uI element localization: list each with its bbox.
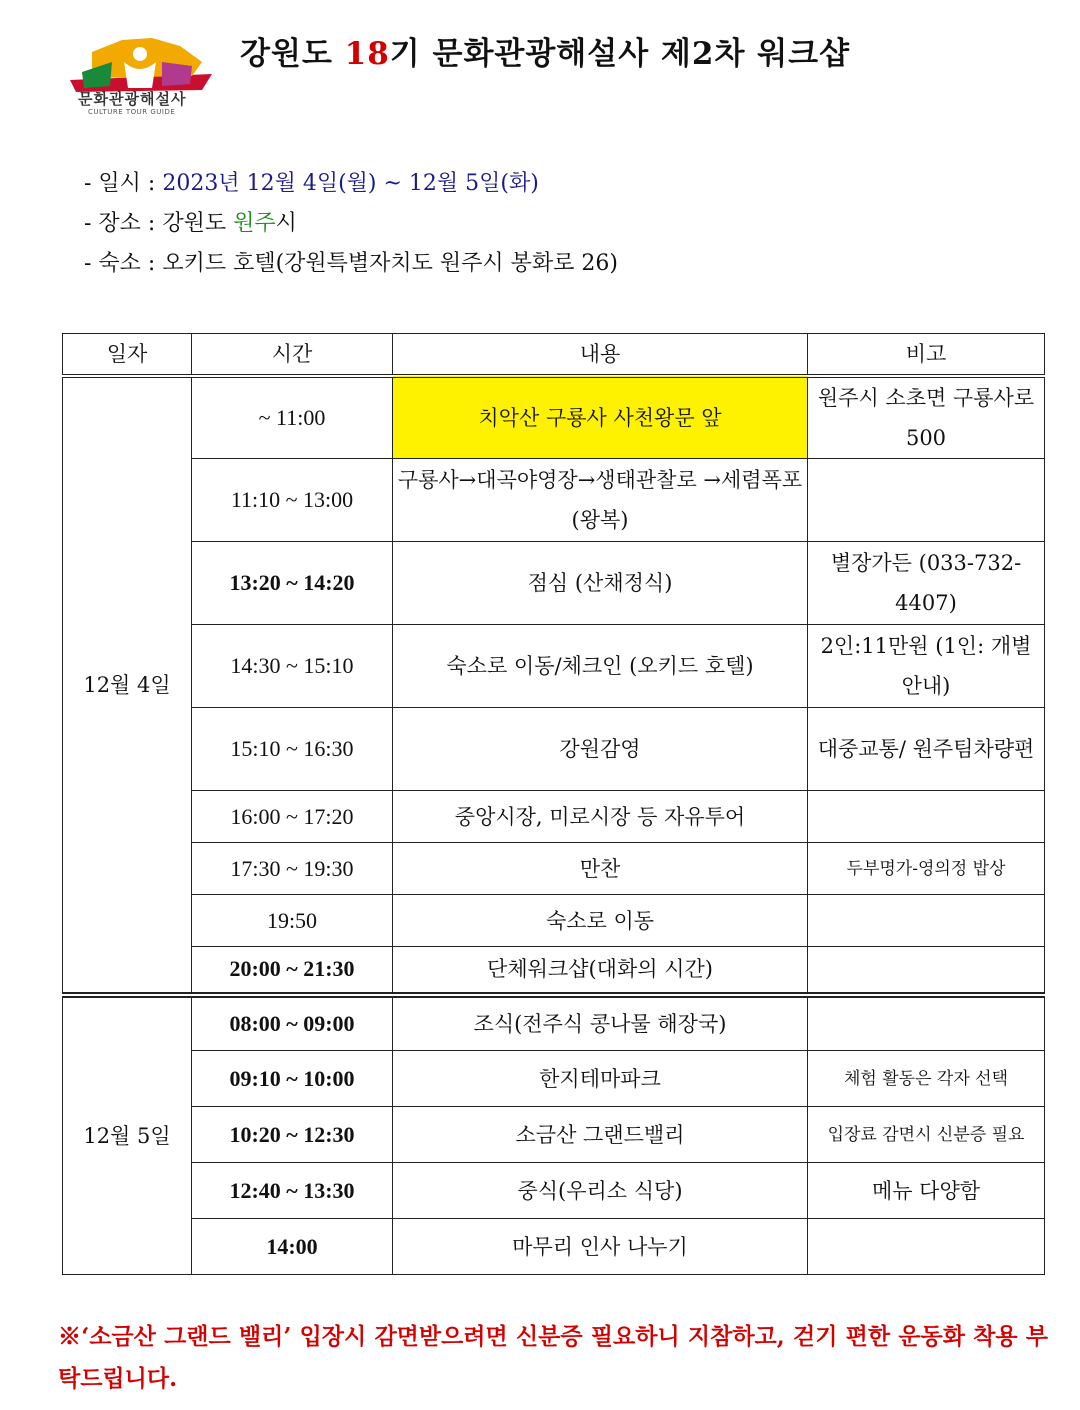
table-row: 11:10 ~ 13:00 구룡사→대곡야영장→생태관찰로 →세렴폭포 (왕복) (63, 459, 1045, 542)
info-date: - 일시 : 2023년 12월 4일(월) ~ 12월 5일(화) (84, 171, 539, 196)
day1-label: 12월 4일 (63, 376, 192, 995)
day2-label: 12월 5일 (63, 995, 192, 1275)
footnote: ※‘소금산 그랜드 밸리’ 입장시 감면받으려면 신분증 필요하니 지참하고, 걷기 편한 운동화 착용 부탁드립니다. (58, 1323, 1048, 1392)
logo-name: 문화관광해설사 (78, 90, 187, 108)
logo-subtitle: CULTURE TOUR GUIDE (88, 108, 176, 116)
table-row: 15:10 ~ 16:30 강원감영 대중교통/ 원주팀차량편 (63, 708, 1045, 791)
schedule-table (62, 333, 1045, 1275)
table-row: 12월 5일 08:00 ~ 09:00 조식(전주식 콩나물 해장국) (63, 995, 1045, 1051)
header-note: 비고 (808, 334, 1045, 377)
table-row: 10:20 ~ 12:30 소금산 그랜드밸리 입장료 감면시 신분증 필요 (63, 1107, 1045, 1163)
table-row: 12:40 ~ 13:30 중식(우리소 식당) 메뉴 다양함 (63, 1163, 1045, 1219)
info-place: - 장소 : 강원도 원주시 (84, 211, 297, 236)
header-time: 시간 (192, 334, 393, 377)
title-highlight: 18 (344, 36, 390, 72)
date-value: 2023년 12월 4일(월) ~ 12월 5일(화) (162, 171, 539, 196)
place-highlight: 원주 (233, 211, 276, 236)
table-row: 20:00 ~ 21:30 단체워크샵(대화의 시간) (63, 947, 1045, 995)
table-header-row (63, 334, 1045, 377)
table-row: 14:00 마무리 인사 나누기 (63, 1219, 1045, 1275)
table-row: 14:30 ~ 15:10 숙소로 이동/체크인 (오키드 호텔) 2인:11만원 (1인: 개별 안내) (63, 625, 1045, 708)
highlighted-content: 치악산 구룡사 사천왕문 앞 (393, 376, 808, 459)
header-date: 일자 (63, 334, 192, 377)
header-content: 내용 (393, 334, 808, 377)
table-row: 16:00 ~ 17:20 중앙시장, 미로시장 등 자유투어 (63, 791, 1045, 843)
table-row: 19:50 숙소로 이동 (63, 895, 1045, 947)
page-title: 강원도 18기 문화관광해설사 제2차 워크샵 (240, 36, 851, 72)
table-row: 09:10 ~ 10:00 한지테마파크 체험 활동은 각자 선택 (63, 1051, 1045, 1107)
table-row: 17:30 ~ 19:30 만찬 두부명가-영의정 밥상 (63, 843, 1045, 895)
table-row: 13:20 ~ 14:20 점심 (산채정식) 별장가든 (033-732-4407) (63, 542, 1045, 625)
info-lodging: - 숙소 : 오키드 호텔(강원특별자치도 원주시 봉화로 26) (84, 251, 618, 276)
table-row: 12월 4일 ~ 11:00 치악산 구룡사 사천왕문 앞 원주시 소초면 구룡사로 500 (63, 376, 1045, 459)
